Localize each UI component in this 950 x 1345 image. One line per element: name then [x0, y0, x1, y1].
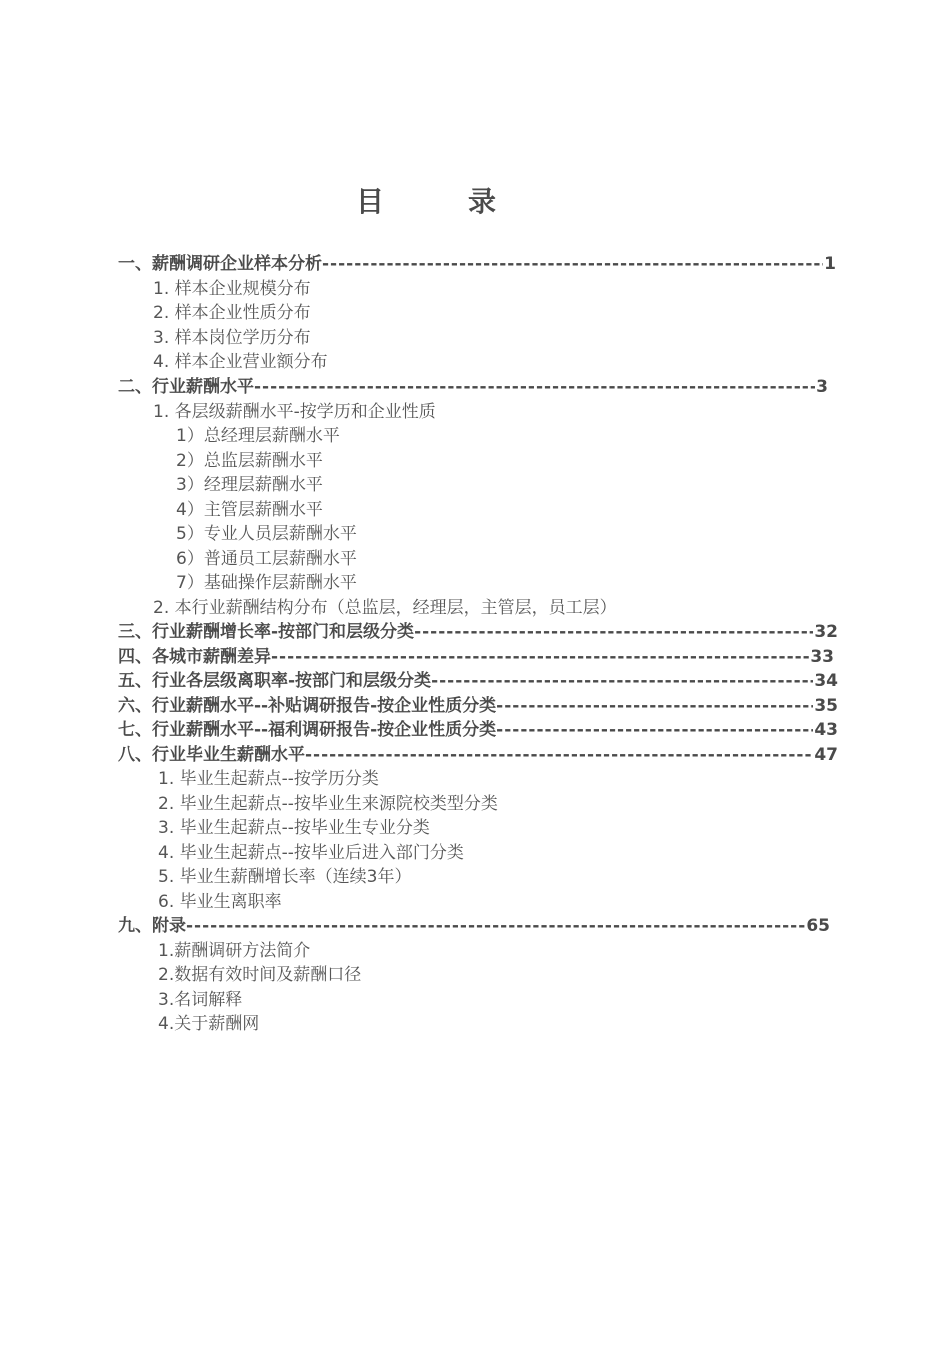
toc-entry-label: 二、行业薪酬水平 [118, 377, 254, 397]
toc-entry-9[interactable] [118, 914, 830, 938]
toc-subsubentry[interactable]: 3）经理层薪酬水平 [176, 475, 323, 495]
toc-entry-2[interactable] [118, 375, 828, 399]
toc-entry-4[interactable] [118, 645, 834, 669]
toc-page-number: 34 [814, 671, 838, 691]
toc-entry-label: 三、行业薪酬增长率-按部门和层级分类 [118, 622, 415, 642]
toc-page-number: 32 [814, 622, 838, 642]
toc-subentry[interactable]: 1. 样本企业规模分布 [153, 279, 311, 299]
toc-subsubentry[interactable]: 2）总监层薪酬水平 [176, 451, 323, 471]
toc-subsubentry[interactable]: 7）基础操作层薪酬水平 [176, 573, 357, 593]
toc-entry-1[interactable] [118, 252, 836, 276]
dot-leader [186, 914, 805, 938]
toc-subsubentry[interactable]: 5）专业人员层薪酬水平 [176, 524, 357, 544]
toc-page-number: 3 [816, 377, 828, 397]
toc-entry-label: 七、行业薪酬水平--福利调研报告-按企业性质分类 [118, 720, 497, 740]
toc-entry-label: 六、行业薪酬水平--补贴调研报告-按企业性质分类 [118, 696, 497, 716]
toc-page-number: 65 [806, 916, 830, 936]
toc-entry-5[interactable] [118, 669, 838, 693]
dot-leader [305, 743, 813, 767]
toc-subentry[interactable]: 4. 毕业生起薪点--按毕业后进入部门分类 [158, 843, 464, 863]
dot-leader [322, 252, 823, 276]
toc-entry-6[interactable] [118, 694, 838, 718]
toc-page-number: 35 [814, 696, 838, 716]
toc-entry-label: 一、薪酬调研企业样本分析 [118, 254, 322, 274]
toc-subsubentry[interactable]: 1）总经理层薪酬水平 [176, 426, 340, 446]
toc-entry-8[interactable] [118, 743, 838, 767]
dot-leader [254, 375, 815, 399]
toc-subsubentry[interactable]: 4）主管层薪酬水平 [176, 500, 323, 520]
toc-subentry[interactable]: 2. 本行业薪酬结构分布（总监层，经理层，主管层，员工层） [153, 598, 617, 618]
toc-subentry[interactable]: 3. 毕业生起薪点--按毕业生专业分类 [158, 818, 430, 838]
toc-subentry[interactable]: 3. 样本岗位学历分布 [153, 328, 311, 348]
toc-subentry[interactable]: 3.名词解释 [158, 990, 243, 1010]
toc-page-number: 33 [810, 647, 834, 667]
toc-subentry[interactable]: 5. 毕业生薪酬增长率（连续3年） [158, 867, 412, 887]
dot-leader [414, 620, 813, 644]
toc-entry-7[interactable] [118, 718, 838, 742]
toc-subentry[interactable]: 4.关于薪酬网 [158, 1014, 260, 1034]
toc-page-number: 1 [824, 254, 836, 274]
toc-page-number: 47 [814, 745, 838, 765]
toc-subentry[interactable]: 1.薪酬调研方法简介 [158, 941, 311, 961]
toc-subentry[interactable]: 1. 毕业生起薪点--按学历分类 [158, 769, 379, 789]
dot-leader [496, 718, 813, 742]
toc-entry-label: 八、行业毕业生薪酬水平 [118, 745, 305, 765]
toc-page-number: 43 [814, 720, 838, 740]
toc-subsubentry[interactable]: 6）普通员工层薪酬水平 [176, 549, 357, 569]
toc-subentry[interactable]: 2. 毕业生起薪点--按毕业生来源院校类型分类 [158, 794, 498, 814]
toc-entry-label: 四、各城市薪酬差异 [118, 647, 271, 667]
page-title: 目 录 [355, 185, 524, 218]
toc-subentry[interactable]: 4. 样本企业营业额分布 [153, 352, 328, 372]
toc-subentry[interactable]: 2. 样本企业性质分布 [153, 303, 311, 323]
toc-subentry[interactable]: 1. 各层级薪酬水平-按学历和企业性质 [153, 402, 436, 422]
toc-subentry[interactable]: 2.数据有效时间及薪酬口径 [158, 965, 362, 985]
toc-entry-label: 九、附录 [118, 916, 186, 936]
toc-entry-label: 五、行业各层级离职率-按部门和层级分类 [118, 671, 432, 691]
toc-subentry[interactable]: 6. 毕业生离职率 [158, 892, 282, 912]
dot-leader [271, 645, 809, 669]
dot-leader [431, 669, 813, 693]
dot-leader [496, 694, 813, 718]
toc-entry-3[interactable] [118, 620, 838, 644]
